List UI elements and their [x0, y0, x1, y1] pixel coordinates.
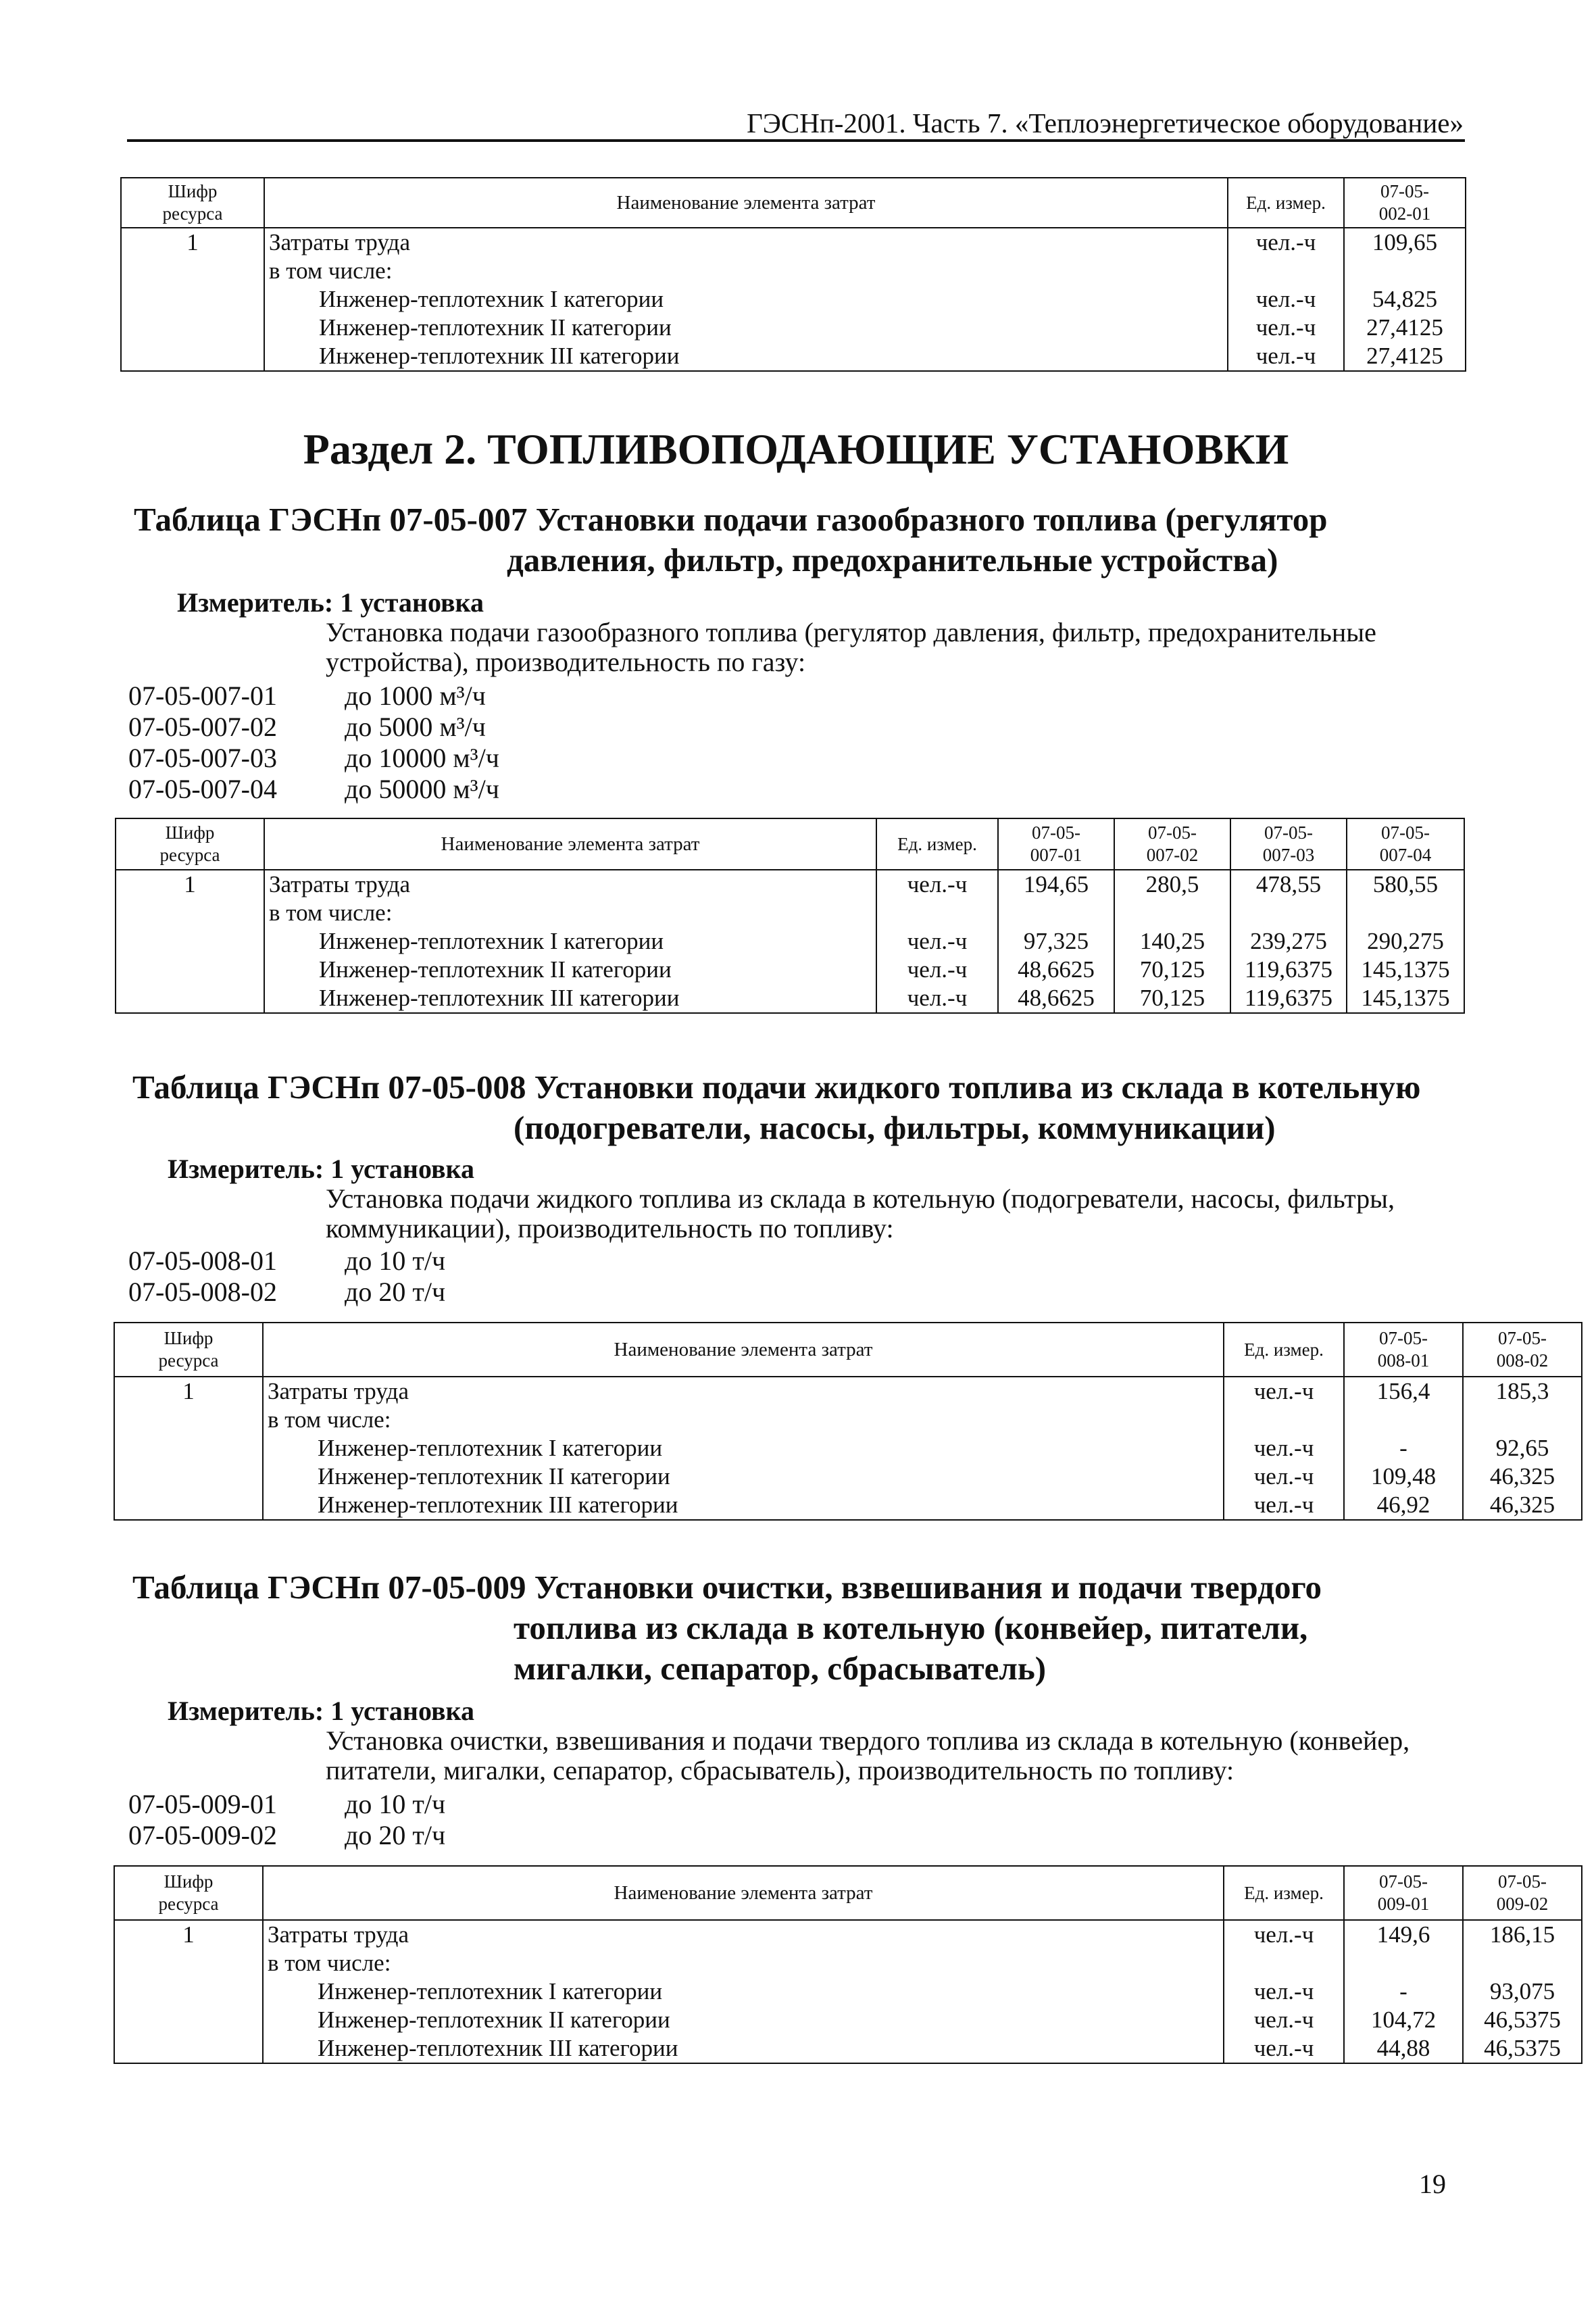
table-008-title-line-2: (подогреватели, насосы, фильтры, коммуникации): [514, 1109, 1276, 1146]
cell-value: 48,6625: [998, 956, 1114, 984]
cell-code: [114, 1462, 263, 1491]
cell-code: [121, 285, 264, 314]
cell-name: Инженер-теплотехник III категории: [263, 1491, 1224, 1520]
table-007-desc-line-2: устройства), производительность по газу:: [326, 647, 806, 677]
cell-value: 140,25: [1114, 927, 1230, 956]
item-value: до 50000 м³/ч: [345, 774, 499, 804]
cell-unit: чел.-ч: [1228, 342, 1344, 371]
cost-table-002: [120, 177, 1466, 372]
header-norm-code-line: 007-01: [1030, 845, 1082, 865]
cell-code: 1: [114, 1920, 263, 1949]
header-norm-code: [998, 818, 1114, 870]
table-008-title-line-1: Таблица ГЭСНп 07-05-008 Установки подачи жидкого топлива из склада в котельную: [132, 1068, 1421, 1106]
cell-unit: чел.-ч: [1224, 1977, 1344, 2006]
cell-value: [1463, 1406, 1582, 1434]
cell-code: [116, 984, 264, 1013]
table-007-desc-line-1: Установка подачи газообразного топлива (регулятор давления, фильтр, предохранительные: [326, 617, 1376, 647]
table-row: [116, 870, 1464, 899]
cell-value: 194,65: [998, 870, 1114, 899]
cell-value: 186,15: [1463, 1920, 1582, 1949]
cell-value: [1114, 899, 1230, 927]
header-norm-code-line: 007-04: [1379, 845, 1432, 865]
cell-value: 70,125: [1114, 956, 1230, 984]
table-009-meter: Измеритель: 1 установка: [168, 1696, 474, 1726]
cell-value: 104,72: [1344, 2006, 1463, 2034]
header-name: Наименование элемента затрат: [263, 1323, 1224, 1377]
cell-name: в том числе:: [263, 1949, 1224, 1977]
cell-name: Инженер-теплотехник II категории: [263, 2006, 1224, 2034]
cell-value: 156,4: [1344, 1377, 1463, 1406]
item-row: [128, 1788, 445, 1819]
cost-table-007: [115, 818, 1465, 1014]
table-007-meter: Измеритель: 1 установка: [177, 587, 484, 618]
cell-name: Инженер-теплотехник I категории: [264, 927, 876, 956]
cell-code: [121, 257, 264, 285]
header-unit: Ед. измер.: [1224, 1866, 1344, 1920]
table-row: [121, 257, 1466, 285]
cell-value: 119,6375: [1230, 984, 1347, 1013]
item-row: [128, 1819, 445, 1850]
section-title: Раздел 2. ТОПЛИВОПОДАЮЩИЕ УСТАНОВКИ: [303, 425, 1289, 473]
cell-name: Затраты труда: [264, 228, 1228, 257]
cell-code: [116, 927, 264, 956]
cell-unit: чел.-ч: [1224, 1377, 1344, 1406]
cell-name: Инженер-теплотехник II категории: [263, 1462, 1224, 1491]
cell-code: [121, 342, 264, 371]
header-code-line: Шифр: [164, 1328, 214, 1348]
item-value: до 10000 м³/ч: [345, 743, 499, 773]
cell-unit: чел.-ч: [876, 984, 998, 1013]
item-row: [128, 1276, 445, 1307]
cell-value: 54,825: [1344, 285, 1466, 314]
cell-code: 1: [114, 1377, 263, 1406]
cell-value: [1344, 1406, 1463, 1434]
header-norm-code-line: 07-05-: [1032, 822, 1080, 843]
cell-value: 185,3: [1463, 1377, 1582, 1406]
header-norm-code: [1344, 1866, 1463, 1920]
cell-unit: [1224, 1949, 1344, 1977]
cell-unit: [1224, 1406, 1344, 1434]
table-009-desc-line-2: питатели, мигалки, сепаратор, сбрасыватель), производительность по топливу:: [326, 1755, 1235, 1786]
cell-unit: [876, 899, 998, 927]
item-value: до 10 т/ч: [345, 1789, 446, 1819]
header-norm-code-line: 008-02: [1496, 1350, 1549, 1371]
header-code-line: ресурса: [158, 1350, 219, 1371]
table-row: [116, 899, 1464, 927]
table-row: [116, 956, 1464, 984]
header-name: Наименование элемента затрат: [264, 178, 1228, 228]
cell-unit: чел.-ч: [876, 870, 998, 899]
table-row: [116, 984, 1464, 1013]
cell-value: 239,275: [1230, 927, 1347, 956]
header-unit: Ед. измер.: [1224, 1323, 1344, 1377]
cell-value: 145,1375: [1347, 956, 1464, 984]
cell-name: Затраты труда: [263, 1920, 1224, 1949]
table-row: [114, 1434, 1582, 1462]
table-row: [114, 2034, 1582, 2063]
item-code: 07-05-007-01: [128, 681, 277, 711]
header-norm-code: [1114, 818, 1230, 870]
header-code-line: ресурса: [158, 1894, 219, 1914]
cell-value: 149,6: [1344, 1920, 1463, 1949]
item-code: 07-05-008-02: [128, 1277, 277, 1307]
header-norm-code-line: 009-02: [1496, 1894, 1549, 1914]
cell-unit: чел.-ч: [1224, 2006, 1344, 2034]
cell-value: 48,6625: [998, 984, 1114, 1013]
table-row: [114, 1462, 1582, 1491]
cell-value: 97,325: [998, 927, 1114, 956]
cell-code: [114, 1977, 263, 2006]
cell-code: [121, 314, 264, 342]
item-value: до 1000 м³/ч: [345, 681, 486, 711]
table-009-items: [128, 1788, 445, 1850]
cell-value: 280,5: [1114, 870, 1230, 899]
cell-value: [1230, 899, 1347, 927]
cell-code: [114, 2034, 263, 2063]
cell-value: 290,275: [1347, 927, 1464, 956]
header-code: [114, 1323, 263, 1377]
header-norm-code-line: 07-05-: [1379, 1871, 1428, 1892]
running-header: ГЭСНп-2001. Часть 7. «Теплоэнергетическое оборудование»: [747, 107, 1464, 139]
cell-unit: [1228, 257, 1344, 285]
header-code-line: ресурса: [162, 203, 223, 224]
cell-unit: чел.-ч: [1224, 2034, 1344, 2063]
header-name: Наименование элемента затрат: [264, 818, 876, 870]
table-row: [116, 927, 1464, 956]
cell-code: [116, 956, 264, 984]
item-value: до 10 т/ч: [345, 1246, 446, 1276]
table-row: [121, 228, 1466, 257]
cell-code: [114, 1434, 263, 1462]
cell-value: 46,325: [1463, 1462, 1582, 1491]
cell-value: 27,4125: [1344, 314, 1466, 342]
cell-value: 109,65: [1344, 228, 1466, 257]
cell-value: [998, 899, 1114, 927]
cell-name: Инженер-теплотехник III категории: [264, 984, 876, 1013]
cell-name: в том числе:: [264, 257, 1228, 285]
cell-code: [114, 1491, 263, 1520]
cell-value: 478,55: [1230, 870, 1347, 899]
table-007-title-line-1: Таблица ГЭСНп 07-05-007 Установки подачи газообразного топлива (регулятор: [134, 501, 1328, 538]
item-code: 07-05-007-02: [128, 712, 277, 742]
header-name: Наименование элемента затрат: [263, 1866, 1224, 1920]
table-row: [114, 1491, 1582, 1520]
cell-value: 46,5375: [1463, 2034, 1582, 2063]
cell-value: [1344, 257, 1466, 285]
cell-value: 119,6375: [1230, 956, 1347, 984]
header-norm-code-line: 07-05-: [1148, 822, 1197, 843]
table-009-title-line-2: топлива из склада в котельную (конвейер, питатели,: [514, 1609, 1308, 1646]
table-row: [114, 2006, 1582, 2034]
item-code: 07-05-007-04: [128, 774, 277, 804]
cell-value: 145,1375: [1347, 984, 1464, 1013]
cell-value: -: [1344, 1434, 1463, 1462]
cell-value: [1344, 1949, 1463, 1977]
cell-unit: чел.-ч: [1228, 285, 1344, 314]
cell-code: [114, 1949, 263, 1977]
cell-value: [1463, 1949, 1582, 1977]
cell-code: [116, 899, 264, 927]
header-norm-code: [1344, 178, 1466, 228]
table-009-desc-line-1: Установка очистки, взвешивания и подачи твердого топлива из склада в котельную (конвейер,: [326, 1725, 1410, 1756]
header-norm-code-line: 007-02: [1146, 845, 1199, 865]
table-007-title-line-2: давления, фильтр, предохранительные устройства): [507, 541, 1278, 578]
header-norm-code-line: 07-05-: [1380, 181, 1429, 201]
header-norm-code-line: 07-05-: [1381, 822, 1430, 843]
item-code: 07-05-009-01: [128, 1789, 277, 1819]
cell-value: 46,325: [1463, 1491, 1582, 1520]
cell-value: 70,125: [1114, 984, 1230, 1013]
cell-value: 46,5375: [1463, 2006, 1582, 2034]
header-norm-code: [1347, 818, 1464, 870]
cell-code: [114, 1406, 263, 1434]
cell-unit: чел.-ч: [1228, 314, 1344, 342]
item-code: 07-05-008-01: [128, 1246, 277, 1276]
header-norm-code: [1230, 818, 1347, 870]
cell-unit: чел.-ч: [1224, 1434, 1344, 1462]
item-row: [128, 1245, 445, 1276]
header-norm-code: [1463, 1866, 1582, 1920]
cell-unit: чел.-ч: [1228, 228, 1344, 257]
item-row: [128, 680, 499, 711]
cost-table-008: [114, 1322, 1582, 1521]
table-007-items: [128, 680, 499, 804]
page-number: 19: [1419, 2169, 1446, 2199]
table-009-title-line-1: Таблица ГЭСНп 07-05-009 Установки очистки, взвешивания и подачи твердого: [132, 1569, 1322, 1606]
header-norm-code: [1344, 1323, 1463, 1377]
table-008-meter: Измеритель: 1 установка: [168, 1154, 474, 1184]
cell-value: 580,55: [1347, 870, 1464, 899]
header-code-line: Шифр: [164, 1871, 214, 1892]
header-norm-code-line: 009-01: [1377, 1894, 1430, 1914]
cell-name: Инженер-теплотехник I категории: [263, 1434, 1224, 1462]
cell-name: Инженер-теплотехник I категории: [263, 1977, 1224, 2006]
header-norm-code-line: 07-05-: [1498, 1328, 1547, 1348]
cell-name: Инженер-теплотехник III категории: [263, 2034, 1224, 2063]
table-row: [121, 314, 1466, 342]
header-norm-code-line: 07-05-: [1379, 1328, 1428, 1348]
cell-unit: чел.-ч: [876, 927, 998, 956]
cell-unit: чел.-ч: [1224, 1491, 1344, 1520]
cell-name: Инженер-теплотехник I категории: [264, 285, 1228, 314]
cell-code: 1: [121, 228, 264, 257]
item-code: 07-05-009-02: [128, 1820, 277, 1850]
header-code-line: Шифр: [168, 181, 218, 201]
header-code: [114, 1866, 263, 1920]
header-norm-code-line: 07-05-: [1498, 1871, 1547, 1892]
item-value: до 5000 м³/ч: [345, 712, 486, 742]
header-unit: Ед. измер.: [1228, 178, 1344, 228]
header-divider: [127, 139, 1465, 142]
table-row: [114, 1377, 1582, 1406]
header-norm-code-line: 002-01: [1378, 203, 1431, 224]
cell-value: -: [1344, 1977, 1463, 2006]
table-row: [114, 1977, 1582, 2006]
table-008-desc-line-2: коммуникации), производительность по топливу:: [326, 1213, 894, 1244]
table-row: [114, 1920, 1582, 1949]
cell-name: Затраты труда: [264, 870, 876, 899]
header-unit: Ед. измер.: [876, 818, 998, 870]
item-row: [128, 742, 499, 773]
header-norm-code-line: 007-03: [1262, 845, 1315, 865]
item-code: 07-05-007-03: [128, 743, 277, 773]
cell-code: 1: [116, 870, 264, 899]
cell-value: 93,075: [1463, 1977, 1582, 2006]
header-norm-code: [1463, 1323, 1582, 1377]
header-norm-code-line: 07-05-: [1264, 822, 1313, 843]
cell-name: Инженер-теплотехник II категории: [264, 956, 876, 984]
cell-name: Инженер-теплотехник II категории: [264, 314, 1228, 342]
item-row: [128, 773, 499, 804]
table-009-title-line-3: мигалки, сепаратор, сбрасыватель): [514, 1650, 1047, 1687]
table-row: [114, 1949, 1582, 1977]
cell-name: в том числе:: [263, 1406, 1224, 1434]
cell-name: в том числе:: [264, 899, 876, 927]
cell-name: Инженер-теплотехник III категории: [264, 342, 1228, 371]
header-code-line: Шифр: [165, 822, 215, 843]
table-008-items: [128, 1245, 445, 1307]
cell-unit: чел.-ч: [876, 956, 998, 984]
cell-code: [114, 2006, 263, 2034]
table-row: [114, 1406, 1582, 1434]
header-code: [116, 818, 264, 870]
item-row: [128, 711, 499, 742]
cell-value: 92,65: [1463, 1434, 1582, 1462]
cell-value: 109,48: [1344, 1462, 1463, 1491]
table-row: [121, 285, 1466, 314]
cell-unit: чел.-ч: [1224, 1920, 1344, 1949]
cell-value: 27,4125: [1344, 342, 1466, 371]
cell-unit: чел.-ч: [1224, 1462, 1344, 1491]
cell-value: 44,88: [1344, 2034, 1463, 2063]
header-norm-code-line: 008-01: [1377, 1350, 1430, 1371]
header-code-line: ресурса: [159, 845, 220, 865]
cell-name: Затраты труда: [263, 1377, 1224, 1406]
cell-value: 46,92: [1344, 1491, 1463, 1520]
cost-table-009: [114, 1865, 1582, 2064]
item-value: до 20 т/ч: [345, 1277, 446, 1307]
item-value: до 20 т/ч: [345, 1820, 446, 1850]
table-008-desc-line-1: Установка подачи жидкого топлива из склада в котельную (подогреватели, насосы, фильтры,: [326, 1183, 1395, 1214]
table-row: [121, 342, 1466, 371]
header-code: [121, 178, 264, 228]
cell-value: [1347, 899, 1464, 927]
